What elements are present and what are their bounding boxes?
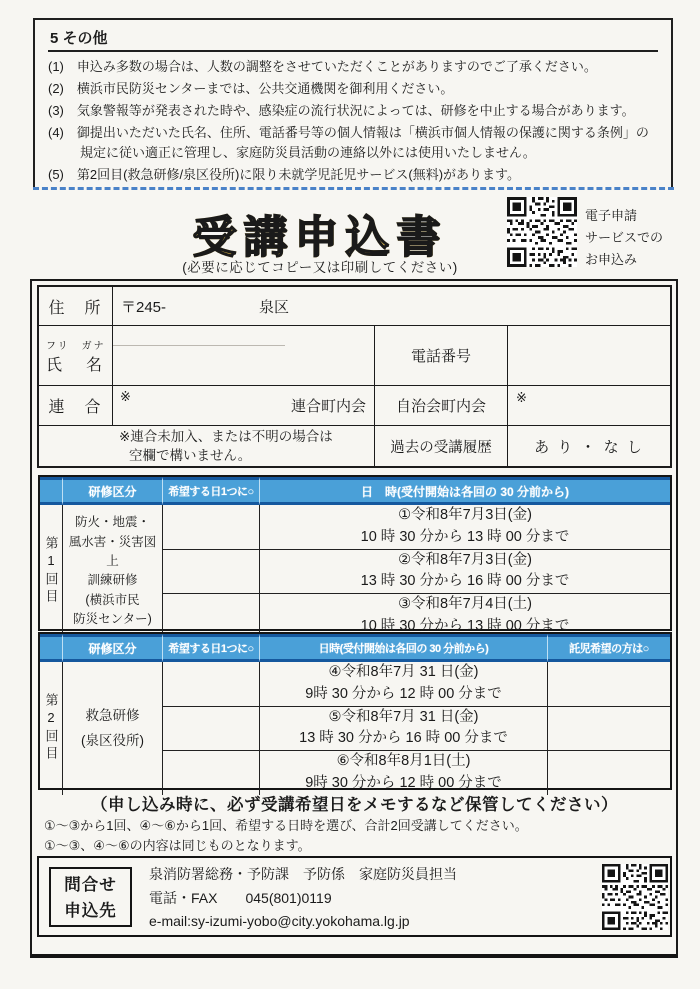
union-note: ※連合未加入、または不明の場合は 空欄で構いません。	[39, 425, 374, 466]
choice-cell	[162, 706, 259, 751]
note-item-4: (4) 御提出いただいた氏名、住所、電話番号等の個人情報は「横浜市個人情報の保護に関する条例」の規定に従い適正に管理し、家庭防災員活動の連絡以外には使用いたしません。	[48, 125, 649, 160]
name-label: フリ ガナ 氏 名	[39, 325, 112, 385]
dashed-cut-line	[33, 187, 674, 190]
childcare-cell	[547, 662, 670, 706]
union-asterisk: ※	[120, 389, 131, 404]
applicant-info-table	[37, 285, 672, 468]
choice-cell	[162, 750, 259, 795]
e-apply-qr-code	[507, 197, 577, 267]
union-field	[112, 385, 374, 425]
session1-category: 防火・地震・ 風水害・災害図上 訓練研修 (横浜市民 防災センター)	[62, 505, 162, 638]
note-item-1: (1) 申込み多数の場合は、人数の調整をさせていただくことがありますのでご了承ください。	[48, 59, 597, 74]
same-content-note: ①～③、④～⑥の内容は同じものとなります。	[44, 838, 311, 853]
note-item-3: (3) 気象警報等が発表された時や、感染症の流行状況によっては、研修を中止する場合があります。	[48, 103, 635, 118]
session1-table	[38, 475, 672, 634]
time-slot-5: ⑤令和8年7月 31 日(金) 13 時 30 分から 16 時 00 分まで	[259, 706, 547, 751]
history-label: 過去の受講履歴	[374, 425, 507, 466]
name-field	[112, 325, 374, 385]
time-slot-4: ④令和8年7月 31 日(金) 9時 30 分から 12 時 00 分まで	[259, 662, 547, 706]
session2-row-label: 第2回目	[43, 693, 59, 764]
choice-cell	[162, 505, 259, 549]
header-datetime: 日時(受付開始は各回の 30 分前から)	[259, 634, 547, 662]
time-slot-1: ①令和8年7月3日(金) 10 時 30 分から 13 時 00 分まで	[259, 505, 670, 549]
session1-row-label: 第1回目	[43, 536, 59, 607]
header-childcare: 託児希望の方は○	[547, 634, 670, 662]
session2-table	[38, 632, 672, 790]
header-choice: 希望する日1つに○	[162, 477, 259, 505]
contact-label-box: 問合せ 申込先	[49, 867, 132, 927]
neighborhood-assoc-field: ※	[507, 385, 670, 425]
section-heading: 5 その他	[48, 26, 658, 52]
history-choice: あ り ・ な し	[507, 425, 670, 466]
time-slot-3: ③令和8年7月4日(土) 10 時 30 分から 13 時 00 分まで	[259, 593, 670, 638]
postal-code-prefix: 〒245-	[121, 298, 167, 316]
choice-cell	[162, 662, 259, 706]
form-title: 受講申込書	[140, 201, 500, 265]
choice-cell	[162, 593, 259, 638]
contact-details	[149, 863, 457, 934]
session2-category: 救急研修 (泉区役所)	[62, 662, 162, 795]
contact-department: 泉消防署総務・予防課 予防係 家庭防災員担当	[149, 866, 457, 882]
time-slot-2: ②令和8年7月3日(金) 13 時 30 分から 16 時 00 分まで	[259, 549, 670, 594]
contact-qr-code	[602, 864, 668, 930]
keep-memo-note: （申し込み時に、必ず受講希望日をメモするなど保管してください）	[91, 796, 618, 814]
contact-email: e-mail:sy-izumi-yobo@city.yokohama.lg.jp	[149, 913, 410, 929]
phone-field	[507, 325, 670, 385]
note-item-2: (2) 横浜市民防災センターまでは、公共交通機関を御利用ください。	[48, 81, 454, 96]
contact-phone: 電話・FAX 045(801)0119	[149, 889, 332, 906]
time-slot-6: ⑥令和8年8月1日(土) 9時 30 分から 12 時 00 分まで	[259, 750, 547, 795]
union-suffix: 連合町内会	[290, 398, 366, 415]
furigana-guide-line	[113, 345, 285, 346]
ward-name: 泉区	[259, 298, 290, 316]
header-blank	[40, 477, 62, 505]
header-choice: 希望する日1つに○	[162, 634, 259, 662]
note-item-5: (5) 第2回目(救急研修/泉区役所)に限り未就学児託児サービス(無料)があります。	[48, 167, 521, 182]
e-apply-caption: 電子申請 サービスでの お申込み	[585, 208, 664, 267]
address-label: 住 所	[48, 299, 103, 317]
childcare-cell	[547, 706, 670, 751]
choice-cell	[162, 549, 259, 594]
selection-instruction: ①～③から1回、④～⑥から1回、希望する日時を選び、合計2回受講してください。	[44, 818, 528, 833]
phone-label: 電話番号	[374, 325, 507, 385]
childcare-cell	[547, 750, 670, 795]
header-datetime: 日 時(受付開始は各回の 30 分前から)	[259, 477, 670, 505]
header-category: 研修区分	[62, 477, 162, 505]
address-field	[112, 287, 670, 325]
union-label: 連 合	[39, 385, 112, 425]
neighborhood-assoc-label: 自治会町内会	[374, 385, 507, 425]
contact-section	[37, 856, 672, 937]
header-category: 研修区分	[62, 634, 162, 662]
header-blank	[40, 634, 62, 662]
other-notes-section	[33, 18, 673, 187]
form-subtitle: (必要に応じてコピー又は印刷してください)	[182, 260, 458, 275]
